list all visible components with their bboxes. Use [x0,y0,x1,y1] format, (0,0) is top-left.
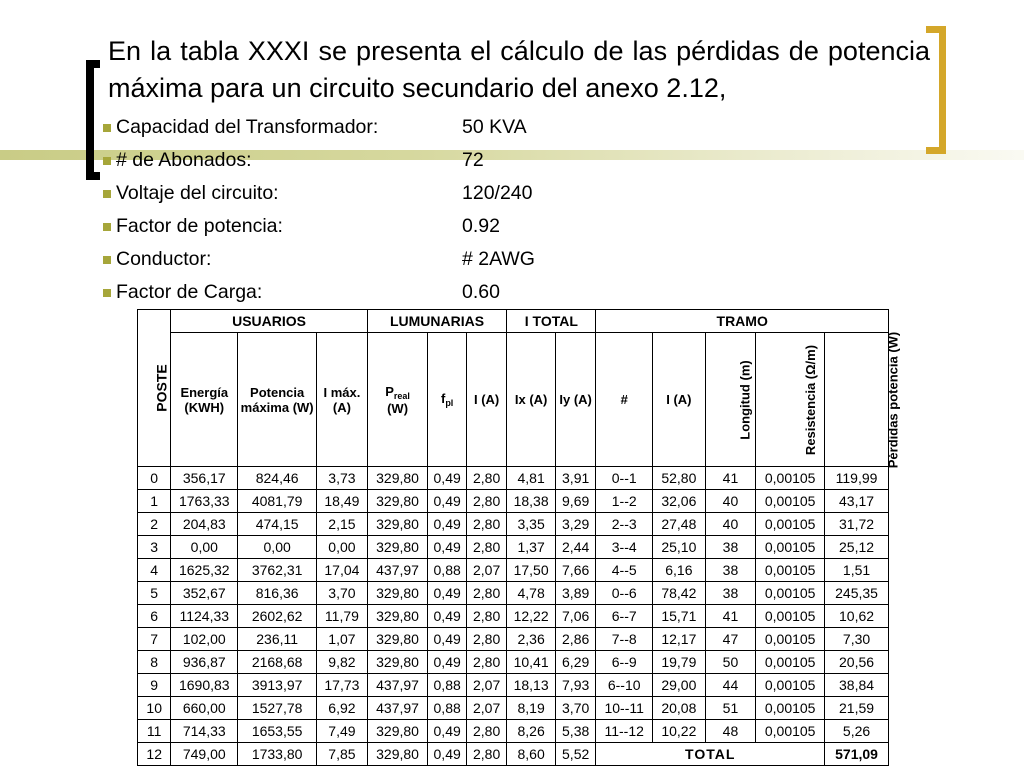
table-cell: 3,89 [555,582,595,605]
table-row-last [138,743,889,766]
table-cell: 2,80 [466,467,506,490]
table-body [138,467,889,766]
table-cell: 7,49 [317,720,368,743]
table-cell: 1690,83 [171,674,238,697]
table-row [138,559,889,582]
table-cell: 714,33 [171,720,238,743]
table-header [138,310,901,469]
table-cell: 329,80 [367,513,428,536]
table-cell: 21,59 [825,697,889,720]
table-row [138,605,889,628]
table-cell: 10 [138,697,171,720]
table-cell: 356,17 [171,467,238,490]
header-tramo: TRAMO [596,310,889,333]
table-cell: 0,00105 [756,651,825,674]
total-label: TOTAL [596,743,825,766]
header-usuarios: USUARIOS [171,310,367,333]
table-cell: 1653,55 [238,720,317,743]
table-cell: 1527,78 [238,697,317,720]
table-cell: 3,91 [555,467,595,490]
table-cell: 7 [138,628,171,651]
table-cell: 0,49 [428,536,466,559]
table-cell: 38 [705,582,756,605]
table-cell: 352,67 [171,582,238,605]
table-cell: 245,35 [825,582,889,605]
table-cell: 329,80 [367,743,428,766]
spec-label: Voltaje del circuito: [116,182,279,204]
table-cell: 20,56 [825,651,889,674]
table-cell: 0,00105 [756,490,825,513]
table-cell: 437,97 [367,559,428,582]
spec-item [103,276,623,309]
table-cell: 41 [705,467,756,490]
header-iy: Iy (A) [555,333,595,467]
table-cell: 2168,68 [238,651,317,674]
table-cell: 474,15 [238,513,317,536]
header-perdidas: Pérdidas potencia (W) [825,333,889,467]
table-cell: 329,80 [367,605,428,628]
table-cell: 2,80 [466,720,506,743]
table-cell: 40 [705,490,756,513]
table-cell: 2,15 [317,513,368,536]
table-cell: 2,86 [555,628,595,651]
table-cell: 9,82 [317,651,368,674]
table-cell: 2,07 [466,674,506,697]
table-cell: 8 [138,651,171,674]
header-i-total: I TOTAL [507,310,596,333]
spec-item [103,111,623,144]
table-cell: 749,00 [171,743,238,766]
table-cell: 9 [138,674,171,697]
table-cell: 4 [138,559,171,582]
table-row [138,674,889,697]
header-i-lum: I (A) [466,333,506,467]
spec-value: 72 [462,149,484,171]
table-cell: 1733,80 [238,743,317,766]
table-cell: 12,22 [507,605,556,628]
header-ix: Ix (A) [507,333,556,467]
table-cell: 6--10 [596,674,653,697]
bullet-icon [103,124,111,132]
table-cell: 2,80 [466,582,506,605]
table-cell: 8,60 [507,743,556,766]
table-cell: 0,49 [428,490,466,513]
spec-list [103,111,623,309]
table-cell: 43,17 [825,490,889,513]
spec-value: 50 KVA [462,116,527,138]
table-cell: 102,00 [171,628,238,651]
table-cell: 4--5 [596,559,653,582]
table-row [138,490,889,513]
table-cell: 9,69 [555,490,595,513]
table-cell: 0,49 [428,605,466,628]
table-cell: 660,00 [171,697,238,720]
table-cell: 41 [705,605,756,628]
table-cell: 0 [138,467,171,490]
table-cell: 2602,62 [238,605,317,628]
header-i-tramo: I (A) [653,333,706,467]
spec-item [103,210,623,243]
spec-item [103,243,623,276]
table-cell: 4,78 [507,582,556,605]
header-poste: POSTE [138,310,171,467]
table-cell: 0,88 [428,697,466,720]
table-row [138,582,889,605]
table-cell: 0,49 [428,651,466,674]
table-cell: 1625,32 [171,559,238,582]
header-imax: I máx. (A) [317,333,368,467]
table-cell: 1124,33 [171,605,238,628]
table-cell: 29,00 [653,674,706,697]
table-row [138,720,889,743]
losses-table [137,309,901,766]
spec-value: 0.92 [462,215,500,237]
table-cell: 0,00 [238,536,317,559]
table-cell: 119,99 [825,467,889,490]
header-fpl: $f_{pl}$ [428,333,466,467]
table-cell: 1,37 [507,536,556,559]
bullet-icon [103,223,111,231]
table-cell: 3 [138,536,171,559]
table-cell: 18,38 [507,490,556,513]
table-cell: 38 [705,536,756,559]
table-cell: 6--9 [596,651,653,674]
table-cell: 12,17 [653,628,706,651]
table-cell: 7,85 [317,743,368,766]
table-cell: 329,80 [367,582,428,605]
table-cell: 936,87 [171,651,238,674]
table-row [138,697,889,720]
table-cell: 2,80 [466,513,506,536]
table-cell: 6,29 [555,651,595,674]
header-energia: Energía (KWH) [171,333,238,467]
table-cell: 0,49 [428,628,466,651]
table-cell: 2,80 [466,490,506,513]
table-cell: 0,00 [317,536,368,559]
table-cell: 1 [138,490,171,513]
table-cell: 6--7 [596,605,653,628]
table-cell: 1763,33 [171,490,238,513]
table-cell: 3913,97 [238,674,317,697]
table-cell: 204,83 [171,513,238,536]
table-cell: 20,08 [653,697,706,720]
table-cell: 17,50 [507,559,556,582]
table-cell: 6,16 [653,559,706,582]
table-row [138,536,889,559]
table-cell: 47 [705,628,756,651]
table-cell: 0,49 [428,582,466,605]
header-potencia: Potencia máxima (W) [238,333,317,467]
table-cell: 1,07 [317,628,368,651]
table-cell: 10--11 [596,697,653,720]
table-cell: 11 [138,720,171,743]
total-value: 571,09 [825,743,889,766]
spec-label: Conductor: [116,248,212,270]
table-cell: 27,48 [653,513,706,536]
table-cell: 2,07 [466,697,506,720]
table-cell: 44 [705,674,756,697]
table-row [138,651,889,674]
table-cell: 0,00105 [756,720,825,743]
bullet-icon [103,289,111,297]
table-cell: 31,72 [825,513,889,536]
table-cell: 11--12 [596,720,653,743]
spec-label: # de Abonados: [116,149,252,171]
table-cell: 0,49 [428,467,466,490]
table-cell: 17,73 [317,674,368,697]
table-cell: 0--6 [596,582,653,605]
table-cell: 78,42 [653,582,706,605]
table-cell: 12 [138,743,171,766]
table-row [138,467,889,490]
table-cell: 3,70 [317,582,368,605]
table-cell: 2,44 [555,536,595,559]
table-cell: 0,49 [428,513,466,536]
table-cell: 1--2 [596,490,653,513]
table-cell: 329,80 [367,490,428,513]
table-cell: 3762,31 [238,559,317,582]
table-cell: 50 [705,651,756,674]
table-cell: 7--8 [596,628,653,651]
table-cell: 18,49 [317,490,368,513]
table-row [138,628,889,651]
header-num: # [596,333,653,467]
table-cell: 0--1 [596,467,653,490]
table-cell: 40 [705,513,756,536]
table-cell: 3,29 [555,513,595,536]
table-cell: 0,00105 [756,628,825,651]
table-cell: 25,10 [653,536,706,559]
table-cell: 824,46 [238,467,317,490]
table-cell: 11,79 [317,605,368,628]
bullet-icon [103,256,111,264]
bullet-icon [103,157,111,165]
table-cell: 0,88 [428,674,466,697]
table-cell: 5 [138,582,171,605]
table-cell: 2,80 [466,628,506,651]
table-cell: 437,97 [367,674,428,697]
table-cell: 2,80 [466,651,506,674]
table-cell: 1,51 [825,559,889,582]
table-cell: 2,80 [466,605,506,628]
table-cell: 51 [705,697,756,720]
header-preal: $P_{real}$ (W) [367,333,428,467]
table-cell: 0,00105 [756,582,825,605]
table-cell: 6 [138,605,171,628]
table-cell: 329,80 [367,651,428,674]
table-cell: 5,38 [555,720,595,743]
table-cell: 7,93 [555,674,595,697]
bullet-icon [103,190,111,198]
table-cell: 38,84 [825,674,889,697]
table-cell: 48 [705,720,756,743]
table-cell: 3,70 [555,697,595,720]
table-cell: 18,13 [507,674,556,697]
table-cell: 236,11 [238,628,317,651]
table-cell: 2,80 [466,536,506,559]
table-cell: 0,00105 [756,697,825,720]
table-cell: 0,00105 [756,559,825,582]
table-cell: 0,88 [428,559,466,582]
intro-paragraph: En la tabla XXXI se presenta el cálculo de las pérdidas de potencia máxima para un circuito secundario del anexo 2.12, [108,33,930,107]
table-cell: 38 [705,559,756,582]
table-cell: 7,66 [555,559,595,582]
table-cell: 7,06 [555,605,595,628]
table-cell: 52,80 [653,467,706,490]
spec-label: Factor de potencia: [116,215,283,237]
table-cell: 3--4 [596,536,653,559]
table-cell: 0,00 [171,536,238,559]
table-row [138,513,889,536]
left-bracket-decoration [86,60,100,180]
table-cell: 19,79 [653,651,706,674]
table-cell: 329,80 [367,720,428,743]
table-cell: 0,00105 [756,605,825,628]
table-cell: 17,04 [317,559,368,582]
table-cell: 2--3 [596,513,653,536]
table-cell: 2,80 [466,743,506,766]
table-cell: 2,36 [507,628,556,651]
table-cell: 8,26 [507,720,556,743]
table-cell: 0,00105 [756,536,825,559]
table-cell: 5,26 [825,720,889,743]
spec-item [103,144,623,177]
table-cell: 15,71 [653,605,706,628]
table-cell: 2 [138,513,171,536]
spec-label: Factor de Carga: [116,281,263,303]
header-resistencia: Resistencia (Ω/m) [756,333,825,467]
table-cell: 329,80 [367,467,428,490]
header-lumunarias: LUMUNARIAS [367,310,507,333]
table-cell: 4081,79 [238,490,317,513]
table-cell: 329,80 [367,536,428,559]
header-longitud: Longitud (m) [705,333,756,467]
table-cell: 32,06 [653,490,706,513]
table-cell: 4,81 [507,467,556,490]
table-cell: 0,00105 [756,513,825,536]
spec-value: 0.60 [462,281,500,303]
spec-item [103,177,623,210]
table-cell: 329,80 [367,628,428,651]
spec-value: 120/240 [462,182,533,204]
table-cell: 0,00105 [756,674,825,697]
table-cell: 3,35 [507,513,556,536]
table-cell: 0,00105 [756,467,825,490]
table-cell: 437,97 [367,697,428,720]
spec-value: # 2AWG [462,248,535,270]
table-cell: 8,19 [507,697,556,720]
table-cell: 5,52 [555,743,595,766]
table-cell: 7,30 [825,628,889,651]
table-cell: 6,92 [317,697,368,720]
table-cell: 816,36 [238,582,317,605]
table-cell: 3,73 [317,467,368,490]
table-cell: 25,12 [825,536,889,559]
table-cell: 10,22 [653,720,706,743]
spec-label: Capacidad del Transformador: [116,116,379,138]
table-cell: 0,49 [428,720,466,743]
table-cell: 0,49 [428,743,466,766]
table-cell: 10,62 [825,605,889,628]
table-cell: 10,41 [507,651,556,674]
table-cell: 2,07 [466,559,506,582]
